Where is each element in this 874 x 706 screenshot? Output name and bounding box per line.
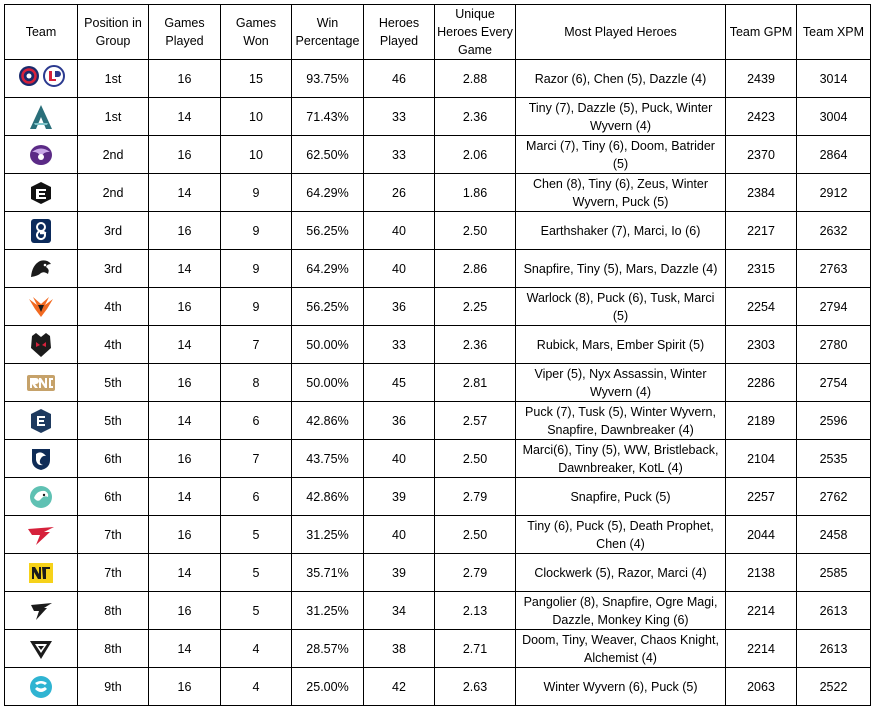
- header-row: [5, 5, 871, 60]
- purple-team-logo: [28, 143, 54, 167]
- table-row: [5, 174, 871, 212]
- team-xpm-cell: 2596: [797, 402, 871, 440]
- heroes-played-cell: 34: [364, 592, 435, 630]
- win-percentage-cell: 71.43%: [292, 98, 364, 136]
- team-xpm-cell: 3004: [797, 98, 871, 136]
- most-played-heroes-cell: Doom, Tiny, Weaver, Chaos Knight, Alchemist (4): [516, 630, 726, 668]
- team-logo-cell: [5, 402, 78, 440]
- team-xpm-cell: 2864: [797, 136, 871, 174]
- win-percentage-cell: 35.71%: [292, 554, 364, 592]
- tundra-logo: [28, 637, 54, 661]
- team-gpm-cell: 2370: [726, 136, 797, 174]
- entity-logo: [30, 181, 52, 205]
- team-logo-cell: [5, 630, 78, 668]
- team-gpm-cell: 2214: [726, 592, 797, 630]
- heroes-played-cell: 45: [364, 364, 435, 402]
- team-spirit-logo: [28, 257, 54, 281]
- games-played-cell: 16: [149, 668, 221, 706]
- games-won-cell: 5: [221, 592, 292, 630]
- team-logo-cell: [5, 592, 78, 630]
- most-played-heroes-cell: Pangolier (8), Snapfire, Ogre Magi, Dazzle, Monkey King (6): [516, 592, 726, 630]
- team-xpm-cell: 2780: [797, 326, 871, 364]
- games-won-cell: 4: [221, 668, 292, 706]
- table-body: [5, 60, 871, 706]
- og-logo: [30, 218, 52, 244]
- team-gpm-cell: 2286: [726, 364, 797, 402]
- table-row: [5, 250, 871, 288]
- unique-heroes-cell: 2.81: [435, 364, 516, 402]
- games-played-cell: 16: [149, 136, 221, 174]
- win-percentage-cell: 56.25%: [292, 212, 364, 250]
- position-cell: 4th: [78, 326, 149, 364]
- team-gpm-cell: 2254: [726, 288, 797, 326]
- beastcoast-logo: [28, 484, 54, 510]
- games-played-cell: 14: [149, 98, 221, 136]
- team-logo-cell: [5, 136, 78, 174]
- table-row: [5, 402, 871, 440]
- position-cell: 8th: [78, 592, 149, 630]
- games-played-cell: 14: [149, 554, 221, 592]
- games-won-cell: 7: [221, 326, 292, 364]
- header-win-percentage: Win Percentage: [292, 5, 364, 60]
- team-xpm-cell: 2585: [797, 554, 871, 592]
- win-percentage-cell: 42.86%: [292, 402, 364, 440]
- position-cell: 9th: [78, 668, 149, 706]
- win-percentage-cell: 56.25%: [292, 288, 364, 326]
- team-liquid-logo: [28, 446, 54, 472]
- header-team-xpm: Team XPM: [797, 5, 871, 60]
- games-won-cell: 10: [221, 98, 292, 136]
- unique-heroes-cell: 2.50: [435, 440, 516, 478]
- games-played-cell: 16: [149, 60, 221, 98]
- team-xpm-cell: 2613: [797, 630, 871, 668]
- team-gpm-cell: 2138: [726, 554, 797, 592]
- table-row: [5, 364, 871, 402]
- unique-heroes-cell: 2.13: [435, 592, 516, 630]
- team-aster-logo: [29, 104, 53, 130]
- position-cell: 3rd: [78, 250, 149, 288]
- table-row: [5, 478, 871, 516]
- position-cell: 2nd: [78, 136, 149, 174]
- team-logo-cell: [5, 516, 78, 554]
- table-row: [5, 440, 871, 478]
- games-won-cell: 15: [221, 60, 292, 98]
- table-row: [5, 516, 871, 554]
- team-logo-cell: [5, 326, 78, 364]
- most-played-heroes-cell: Rubick, Mars, Ember Spirit (5): [516, 326, 726, 364]
- heroes-played-cell: 36: [364, 288, 435, 326]
- team-xpm-cell: 2632: [797, 212, 871, 250]
- unique-heroes-cell: 2.50: [435, 516, 516, 554]
- team-xpm-cell: 2754: [797, 364, 871, 402]
- unique-heroes-cell: 2.86: [435, 250, 516, 288]
- heroes-played-cell: 40: [364, 250, 435, 288]
- games-won-cell: 10: [221, 136, 292, 174]
- unique-heroes-cell: 2.88: [435, 60, 516, 98]
- position-cell: 4th: [78, 288, 149, 326]
- team-gpm-cell: 2063: [726, 668, 797, 706]
- unique-heroes-cell: 2.50: [435, 212, 516, 250]
- table-row: [5, 554, 871, 592]
- table-row: [5, 60, 871, 98]
- win-percentage-cell: 50.00%: [292, 326, 364, 364]
- team-logo-cell: [5, 364, 78, 402]
- navi-logo: [28, 561, 54, 585]
- heroes-played-cell: 33: [364, 326, 435, 364]
- rng-logo: [26, 373, 56, 393]
- soniqs-logo: [28, 674, 54, 700]
- win-percentage-cell: 28.57%: [292, 630, 364, 668]
- games-won-cell: 9: [221, 212, 292, 250]
- table-row: [5, 212, 871, 250]
- games-won-cell: 7: [221, 440, 292, 478]
- team-gpm-cell: 2044: [726, 516, 797, 554]
- unique-heroes-cell: 2.06: [435, 136, 516, 174]
- most-played-heroes-cell: Clockwerk (5), Razor, Marci (4): [516, 554, 726, 592]
- most-played-heroes-cell: Razor (6), Chen (5), Dazzle (4): [516, 60, 726, 98]
- team-xpm-cell: 2535: [797, 440, 871, 478]
- team-xpm-cell: 2912: [797, 174, 871, 212]
- unique-heroes-cell: 2.79: [435, 554, 516, 592]
- games-won-cell: 6: [221, 478, 292, 516]
- most-played-heroes-cell: Marci (7), Tiny (6), Doom, Batrider (5): [516, 136, 726, 174]
- team-stats-table: [4, 4, 871, 706]
- games-played-cell: 16: [149, 364, 221, 402]
- heroes-played-cell: 33: [364, 98, 435, 136]
- games-won-cell: 9: [221, 174, 292, 212]
- games-played-cell: 14: [149, 174, 221, 212]
- header-team: Team: [5, 5, 78, 60]
- unique-heroes-cell: 2.63: [435, 668, 516, 706]
- heroes-played-cell: 46: [364, 60, 435, 98]
- team-gpm-cell: 2214: [726, 630, 797, 668]
- games-played-cell: 16: [149, 288, 221, 326]
- fnatic-logo: [27, 295, 55, 319]
- header-games-played: Games Played: [149, 5, 221, 60]
- heroes-played-cell: 36: [364, 402, 435, 440]
- position-cell: 7th: [78, 554, 149, 592]
- games-played-cell: 14: [149, 402, 221, 440]
- table-row: [5, 630, 871, 668]
- win-percentage-cell: 62.50%: [292, 136, 364, 174]
- position-cell: 1st: [78, 98, 149, 136]
- heroes-played-cell: 39: [364, 478, 435, 516]
- team-xpm-cell: 2762: [797, 478, 871, 516]
- team-xpm-cell: 2613: [797, 592, 871, 630]
- games-played-cell: 14: [149, 250, 221, 288]
- team-gpm-cell: 2439: [726, 60, 797, 98]
- most-played-heroes-cell: Warlock (8), Puck (6), Tusk, Marci (5): [516, 288, 726, 326]
- team-xpm-cell: 3014: [797, 60, 871, 98]
- heroes-played-cell: 40: [364, 440, 435, 478]
- position-cell: 6th: [78, 478, 149, 516]
- games-played-cell: 14: [149, 326, 221, 364]
- team-logo-cell: [5, 440, 78, 478]
- team-gpm-cell: 2189: [726, 402, 797, 440]
- unique-heroes-cell: 2.36: [435, 326, 516, 364]
- team-logo-cell: [5, 668, 78, 706]
- most-played-heroes-cell: Tiny (7), Dazzle (5), Puck, Winter Wyvern (4): [516, 98, 726, 136]
- evil-geniuses-logo: [30, 408, 52, 434]
- most-played-heroes-cell: Marci(6), Tiny (5), WW, Bristleback, Dawnbreaker, KotL (4): [516, 440, 726, 478]
- team-logo-cell: [5, 478, 78, 516]
- team-logo-cell: [5, 554, 78, 592]
- position-cell: 7th: [78, 516, 149, 554]
- team-logo-cell: [5, 212, 78, 250]
- header-team-gpm: Team GPM: [726, 5, 797, 60]
- most-played-heroes-cell: Tiny (6), Puck (5), Death Prophet, Chen (4): [516, 516, 726, 554]
- position-cell: 8th: [78, 630, 149, 668]
- header-position: Position in Group: [78, 5, 149, 60]
- win-percentage-cell: 93.75%: [292, 60, 364, 98]
- team-logo-cell: [5, 174, 78, 212]
- win-percentage-cell: 31.25%: [292, 516, 364, 554]
- team-gpm-cell: 2217: [726, 212, 797, 250]
- team-gpm-cell: 2257: [726, 478, 797, 516]
- unique-heroes-cell: 2.79: [435, 478, 516, 516]
- heroes-played-cell: 40: [364, 516, 435, 554]
- header-heroes-played: Heroes Played: [364, 5, 435, 60]
- thunder-awaken-logo: [26, 523, 56, 547]
- heroes-played-cell: 39: [364, 554, 435, 592]
- games-played-cell: 16: [149, 212, 221, 250]
- header-games-won: Games Won: [221, 5, 292, 60]
- position-cell: 3rd: [78, 212, 149, 250]
- most-played-heroes-cell: Puck (7), Tusk (5), Winter Wyvern, Snapfire, Dawnbreaker (4): [516, 402, 726, 440]
- team-gpm-cell: 2384: [726, 174, 797, 212]
- win-percentage-cell: 64.29%: [292, 174, 364, 212]
- table-row: [5, 668, 871, 706]
- games-won-cell: 4: [221, 630, 292, 668]
- games-won-cell: 5: [221, 516, 292, 554]
- heroes-played-cell: 42: [364, 668, 435, 706]
- team-gpm-cell: 2423: [726, 98, 797, 136]
- table-row: [5, 592, 871, 630]
- games-played-cell: 16: [149, 592, 221, 630]
- table-row: [5, 98, 871, 136]
- heroes-played-cell: 33: [364, 136, 435, 174]
- team-xpm-cell: 2763: [797, 250, 871, 288]
- position-cell: 6th: [78, 440, 149, 478]
- unique-heroes-cell: 1.86: [435, 174, 516, 212]
- games-won-cell: 8: [221, 364, 292, 402]
- games-played-cell: 14: [149, 478, 221, 516]
- team-logo-cell: [5, 60, 78, 98]
- talon-logo: [28, 599, 54, 623]
- win-percentage-cell: 25.00%: [292, 668, 364, 706]
- unique-heroes-cell: 2.36: [435, 98, 516, 136]
- unique-heroes-cell: 2.25: [435, 288, 516, 326]
- table-row: [5, 136, 871, 174]
- most-played-heroes-cell: Snapfire, Tiny (5), Mars, Dazzle (4): [516, 250, 726, 288]
- win-percentage-cell: 42.86%: [292, 478, 364, 516]
- most-played-heroes-cell: Earthshaker (7), Marci, Io (6): [516, 212, 726, 250]
- most-played-heroes-cell: Chen (8), Tiny (6), Zeus, Winter Wyvern, Puck (5): [516, 174, 726, 212]
- games-played-cell: 16: [149, 440, 221, 478]
- team-gpm-cell: 2315: [726, 250, 797, 288]
- games-won-cell: 5: [221, 554, 292, 592]
- table-row: [5, 288, 871, 326]
- win-percentage-cell: 50.00%: [292, 364, 364, 402]
- psg-lgd-logo: [18, 65, 65, 92]
- team-gpm-cell: 2303: [726, 326, 797, 364]
- unique-heroes-cell: 2.57: [435, 402, 516, 440]
- win-percentage-cell: 43.75%: [292, 440, 364, 478]
- team-xpm-cell: 2522: [797, 668, 871, 706]
- most-played-heroes-cell: Viper (5), Nyx Assassin, Winter Wyvern (4): [516, 364, 726, 402]
- most-played-heroes-cell: Snapfire, Puck (5): [516, 478, 726, 516]
- team-xpm-cell: 2458: [797, 516, 871, 554]
- table-row: [5, 326, 871, 364]
- team-xpm-cell: 2794: [797, 288, 871, 326]
- team-logo-cell: [5, 288, 78, 326]
- position-cell: 1st: [78, 60, 149, 98]
- header-most-played-heroes: Most Played Heroes: [516, 5, 726, 60]
- games-played-cell: 16: [149, 516, 221, 554]
- most-played-heroes-cell: Winter Wyvern (6), Puck (5): [516, 668, 726, 706]
- position-cell: 2nd: [78, 174, 149, 212]
- games-played-cell: 14: [149, 630, 221, 668]
- team-logo-cell: [5, 250, 78, 288]
- win-percentage-cell: 31.25%: [292, 592, 364, 630]
- hellraisers-logo: [29, 332, 53, 358]
- team-logo-cell: [5, 98, 78, 136]
- games-won-cell: 9: [221, 250, 292, 288]
- position-cell: 5th: [78, 402, 149, 440]
- games-won-cell: 6: [221, 402, 292, 440]
- unique-heroes-cell: 2.71: [435, 630, 516, 668]
- heroes-played-cell: 38: [364, 630, 435, 668]
- team-gpm-cell: 2104: [726, 440, 797, 478]
- header-unique-heroes: Unique Heroes Every Game: [435, 5, 516, 60]
- heroes-played-cell: 40: [364, 212, 435, 250]
- heroes-played-cell: 26: [364, 174, 435, 212]
- position-cell: 5th: [78, 364, 149, 402]
- games-won-cell: 9: [221, 288, 292, 326]
- win-percentage-cell: 64.29%: [292, 250, 364, 288]
